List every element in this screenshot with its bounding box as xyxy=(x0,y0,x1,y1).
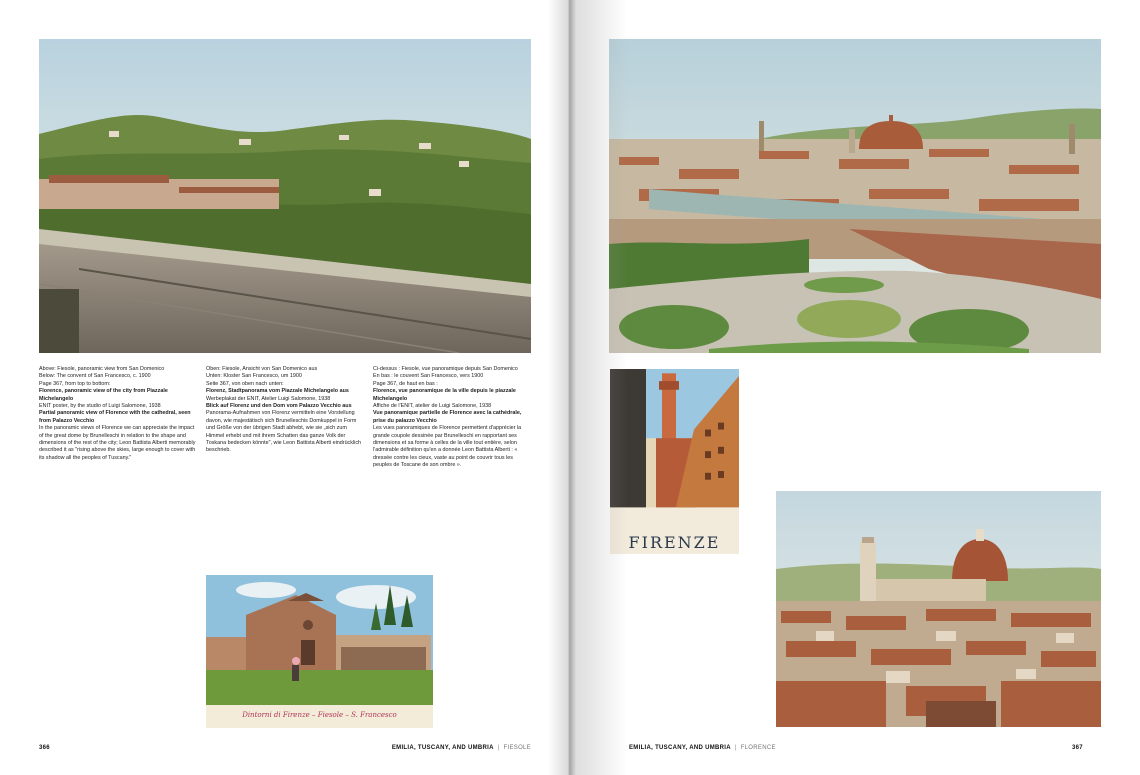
caption-body: Panorama-Aufnahmen von Florenz vermitteln eine Vorstellung davon, wie majestätisch sich Brunelleschis Domkuppel in Form und Größe von der übrigen Stadt abhebt, wie sie „sich zum Himmel erhebt und mit ihrem Schatten das ganze Volk der Toskana bedecken könnte", wie Leon Battista Alberti eindrücklich beschrieb. xyxy=(206,410,362,454)
caption-line: Below: The convent of San Francesco, c. 1900 xyxy=(39,373,151,380)
page-number: 367 xyxy=(1072,745,1083,751)
caption-french xyxy=(373,366,531,470)
caption-line: Affiche de l'ENIT, atelier de Luigi Salomone, 1938 xyxy=(373,403,492,410)
florence-panorama-photo xyxy=(609,39,1101,353)
caption-line: Page 367, from top to bottom: xyxy=(39,380,111,387)
enit-poster xyxy=(610,369,739,554)
caption-line: En bas : le couvent San Francesco, vers 1900 xyxy=(373,373,484,380)
caption-german xyxy=(206,366,364,455)
caption-line: ENIT poster, by the studio of Luigi Salomone, 1938 xyxy=(39,403,161,410)
page-367 xyxy=(570,0,1140,775)
poster-title: FIRENZE xyxy=(628,533,721,552)
caption-line: Page 367, de haut en bas : xyxy=(373,380,438,387)
running-head-book: EMILIA, TUSCANY, AND UMBRIA xyxy=(629,745,731,751)
running-head-separator: | xyxy=(734,745,737,751)
running-head-section: FLORENCE xyxy=(740,745,776,751)
caption-line: Florenz, Stadtpanorama vom Piazzale Michelangelo aus xyxy=(206,388,349,395)
page-366 xyxy=(0,0,568,775)
san-francesco-postcard xyxy=(206,575,433,728)
running-head xyxy=(392,745,531,751)
caption-line: Blick auf Florenz und den Dom vom Palazzo Vecchio aus xyxy=(206,403,352,410)
caption-body: Les vues panoramiques de Florence permettent d'apprécier la grande coupole dessinée par Brunelleschi en rapportant ses dimensions et sa forme à celles de la ville tout entière, selon l'admirable définition qu'en a donnée Leon Battista Alberti : « dressée contre les cieux, vaste au point de couvrir tous les peuples de Toscane de son ombre ». xyxy=(373,425,522,469)
caption-line: Unten: Kloster San Francesco, um 1900 xyxy=(206,373,302,380)
caption-english xyxy=(39,366,197,462)
caption-line: Werbeplakat der ENIT, Atelier Luigi Salomone, 1938 xyxy=(206,395,331,402)
caption-line: Ci-dessus : Fiesole, vue panoramique depuis San Domenico xyxy=(373,366,518,372)
florence-cathedral-photo xyxy=(776,491,1101,727)
fiesole-panorama-photo xyxy=(39,39,531,353)
caption-line: Florence, panoramic view of the city from Piazzale Michelangelo xyxy=(39,388,168,402)
caption-line: Partial panoramic view of Florence with the cathedral, seen from Palazzo Vecchio xyxy=(39,410,191,424)
running-head xyxy=(629,745,776,751)
postcard-inscription: Dintorni di Firenze – Fiesole – S. Francesco xyxy=(242,711,397,719)
running-head-separator: | xyxy=(497,745,500,751)
caption-line: Seite 367, von oben nach unten: xyxy=(206,380,284,387)
caption-line: Oben: Fiesole, Ansicht von San Domenico aus xyxy=(206,366,318,372)
caption-line: Above: Fiesole, panoramic view from San Domenico xyxy=(39,366,165,372)
running-head-section: FIESOLE xyxy=(503,745,531,751)
page-number: 366 xyxy=(39,745,50,751)
caption-body: In the panoramic views of Florence we can appreciate the impact of the great dome by Brunelleschi in relation to the shape and dimensions of the rest of the city; Leon Battista Alberti memorably described it as "rising above the skies, large enough to cover with its shadow all the peoples of Tuscany." xyxy=(39,425,196,461)
caption-line: Florence, vue panoramique de la ville depuis le piazzale Michelangelo xyxy=(373,388,516,402)
caption-line: Vue panoramique partielle de Florence avec la cathédrale, prise du palazzo Vecchio xyxy=(373,410,522,424)
running-head-book: EMILIA, TUSCANY, AND UMBRIA xyxy=(391,745,494,751)
